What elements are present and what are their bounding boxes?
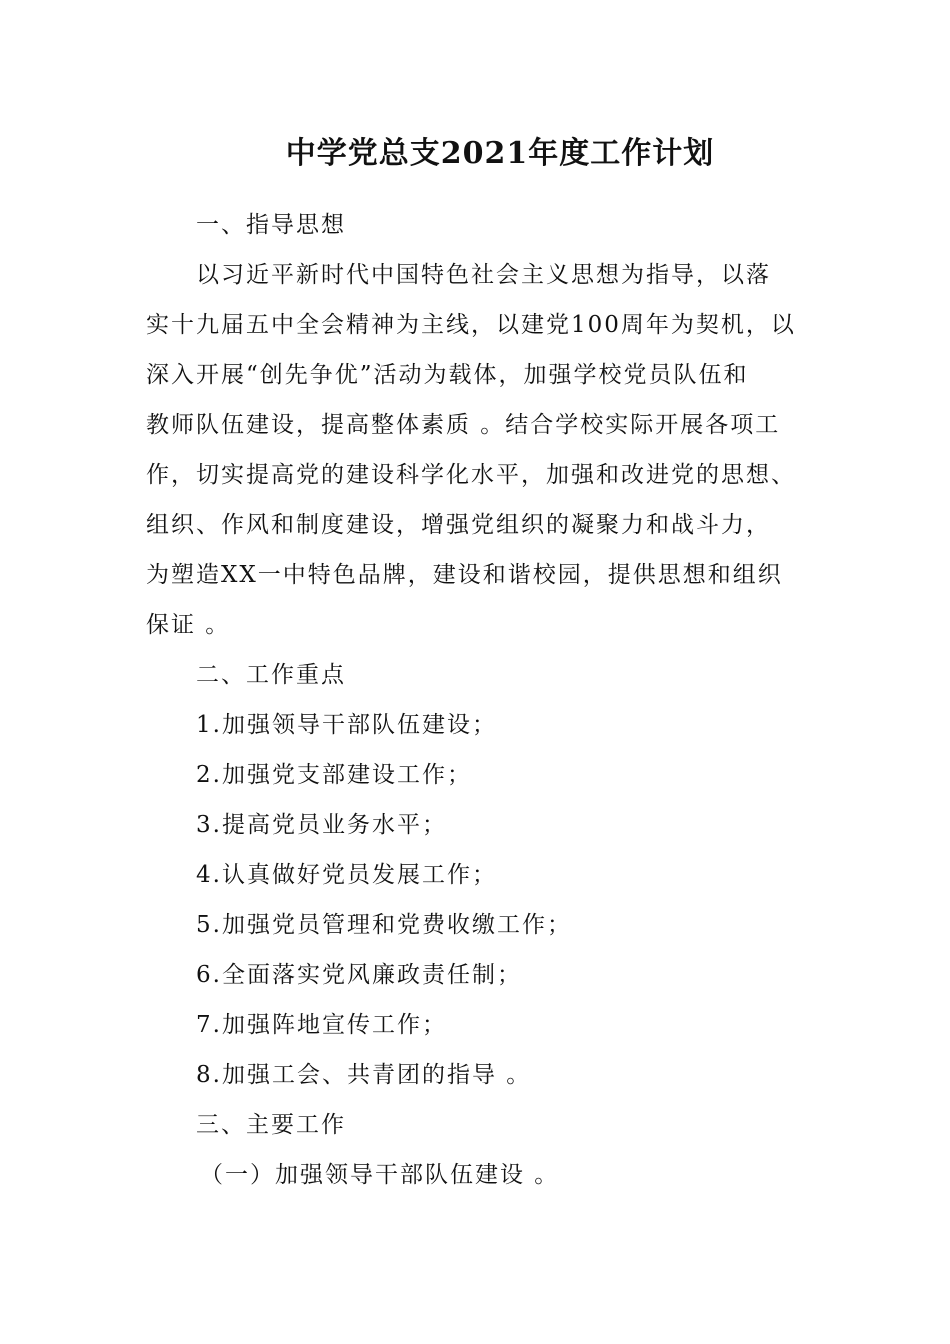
paragraph-line: 作，切实提高党的建设科学化水平，加强和改进党的思想、 [146, 462, 796, 488]
list-item: 4.认真做好党员发展工作； [196, 862, 497, 888]
section3-subheading: （一）加强领导干部队伍建设 。 [200, 1162, 560, 1188]
section1-heading: 一、指导思想 [196, 212, 346, 238]
section2-heading: 二、工作重点 [196, 662, 346, 688]
list-item: 3.提高党员业务水平； [196, 812, 447, 838]
list-item: 8.加强工会、共青团的指导 。 [196, 1062, 532, 1088]
section3-heading: 三、主要工作 [196, 1112, 346, 1138]
list-item: 5.加强党员管理和党费收缴工作； [196, 912, 572, 938]
paragraph-line: 组织、作风和制度建设，增强党组织的凝聚力和战斗力， [146, 512, 771, 538]
paragraph-line: 保证 。 [146, 612, 231, 638]
paragraph-line: 以习近平新时代中国特色社会主义思想为指导，以落 [196, 262, 771, 288]
paragraph-line: 为塑造XX一中特色品牌，建设和谐校园，提供思想和组织 [146, 562, 783, 588]
paragraph-line: 教师队伍建设，提高整体素质 。结合学校实际开展各项工 [146, 412, 781, 438]
list-item: 6.全面落实党风廉政责任制； [196, 962, 522, 988]
paragraph-line: 实十九届五中全会精神为主线，以建党100周年为契机，以 [146, 312, 796, 338]
list-item: 2.加强党支部建设工作； [196, 762, 472, 788]
list-item: 1.加强领导干部队伍建设； [196, 712, 497, 738]
list-item: 7.加强阵地宣传工作； [196, 1012, 447, 1038]
paragraph-line: 深入开展“创先争优”活动为载体，加强学校党员队伍和 [146, 362, 749, 388]
document-title: 中学党总支2021年度工作计划 [285, 136, 715, 171]
